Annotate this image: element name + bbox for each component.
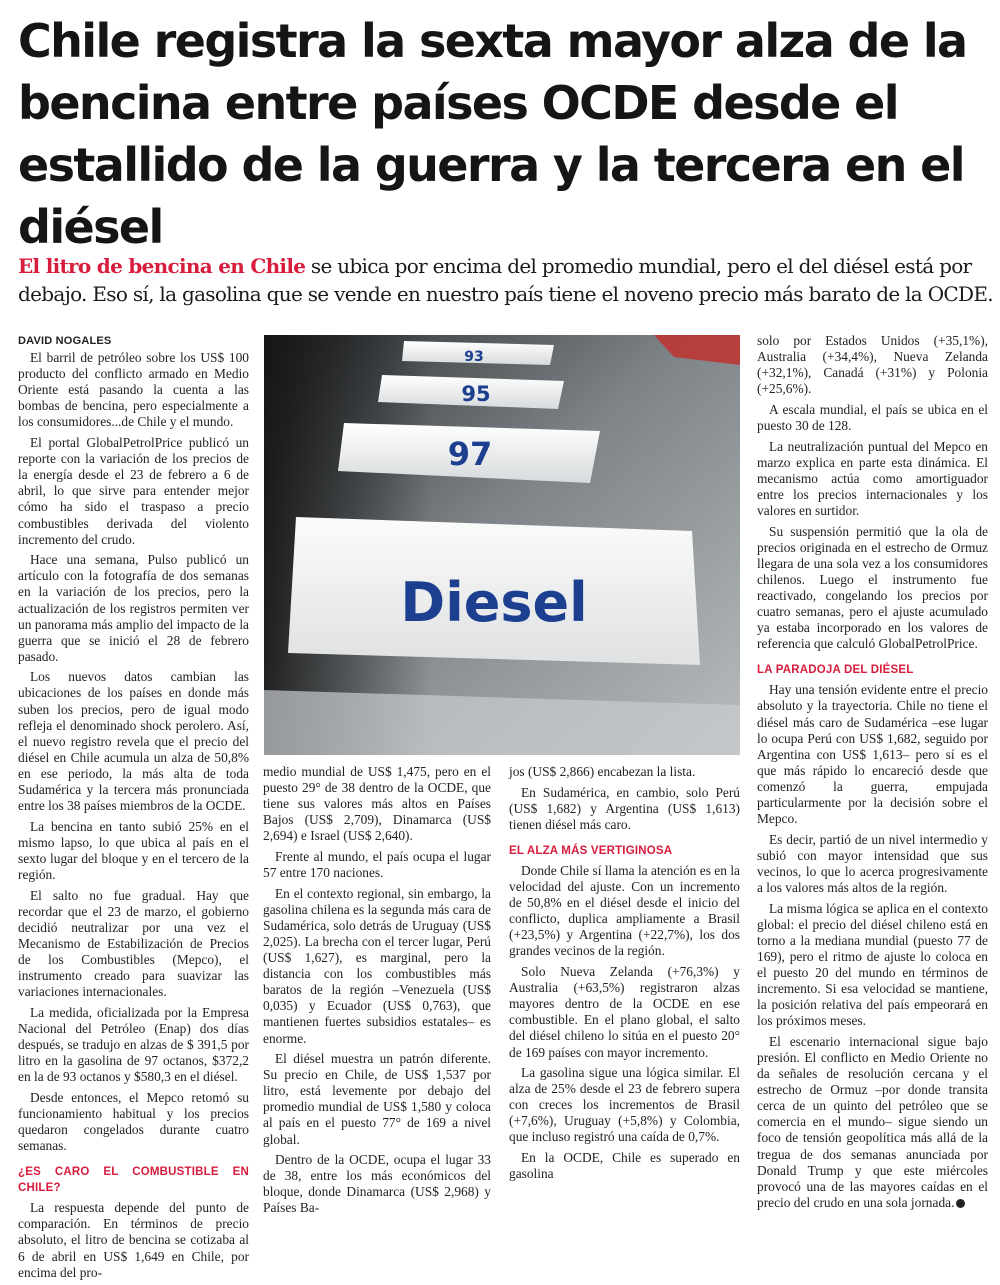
subhead-caro: ¿ES CARO EL COMBUSTIBLE EN CHILE?: [18, 1166, 249, 1195]
fuel-pump-illustration: [264, 335, 740, 755]
paragraph: El salto no fue gradual. Hay que recordar que el 23 de marzo, el gobierno decidió neutralizar por una vez el Mecanismo de Estabilización de Precios de los Combustibles (Mepco), el instrumento creado para suavizar las variaciones internacionales.: [18, 887, 249, 1000]
paragraph: Es decir, partió de un nivel intermedio y subió con mayor intensidad que sus vecinos, lo que lo acerca progresivamente a los valores más altos de la región.: [757, 831, 988, 895]
paragraph: Solo Nueva Zelanda (+76,3%) y Australia (+63,5%) registraron alzas mayores dentro de la OCDE en ese combustible. En el plano global, el salto del diésel chileno lo sitúa en el puesto 20° de 169 países con mayor incremento.: [509, 964, 740, 1060]
paragraph: Hace una semana, Pulso publicó un artículo con la fotografía de dos semanas en la variación de los precios, pero la actualización de los registros permiten ver un panorama más amplio del impacto de la guerra que se inició el 28 de febrero pasado.: [18, 552, 249, 664]
paragraph: En Sudamérica, en cambio, solo Perú (US$ 1,682) y Argentina (US$ 1,613) tienen diésel más caro.: [509, 784, 740, 832]
column-4: [757, 333, 988, 1215]
paragraph: La bencina en tanto subió 25% en el mismo lapso, lo que ubica al país en el sexto lugar del bloque y en el tercero de la región.: [18, 818, 249, 882]
subhead-paradoja: LA PARADOJA DEL DIÉSEL: [757, 664, 914, 677]
paragraph: Dentro de la OCDE, ocupa el lugar 33 de 38, entre los más económicos del bloque, donde Dinamarca (US$ 2,968) y Países Ba-: [263, 1152, 491, 1216]
paragraph: A escala mundial, el país se ubica en el puesto 30 de 128.: [757, 401, 988, 433]
paragraph-final-text: El escenario internacional sigue bajo presión. El conflicto en Medio Oriente no da señales de resolución cercana y el estrecho de Ormuz –por donde transita cerca de un quinto del petróleo que se comercia en el mundo– sigue siendo un foco de tensión geopolítica más allá de la tregua de dos semanas anunciada por Donald Trump y que este miércoles provocó una de las mayores caídas en el precio del crudo en una sola jornada.: [757, 1033, 988, 1210]
label-93: 93: [464, 349, 484, 365]
paragraph-final: [757, 1034, 988, 1211]
label-97: 97: [447, 435, 493, 473]
column-1: [18, 333, 249, 1285]
label-95: 95: [461, 382, 491, 406]
lead-text: se ubica por encima del promedio mundial, pero el del diésel está por debajo. Eso sí, la gasolina que se vende en nuestro país tiene el noveno precio más barato de la OCDE.: [18, 254, 993, 306]
lead: [18, 252, 993, 308]
paragraph: La neutralización puntual del Mepco en marzo explica en parte esta dinámica. El mecanismo actúa como amortiguador entre los precios internacionales y los valores en surtidor.: [757, 438, 988, 518]
paragraph: El portal GlobalPetrolPrice publicó un reporte con la variación de los precios de la energía desde el 23 de febrero a 6 de abril, lo que sirve para entender mejor cómo ha sido el traspaso a precio combustibles derivada del violento incremento del crudo.: [18, 435, 249, 547]
paragraph: La respuesta depende del punto de comparación. En términos de precio absoluto, el litro de bencina se cotizaba al 6 de abril en US$ 1,649 en Chile, por encima del pro-: [18, 1200, 249, 1280]
subhead-alza: EL ALZA MÁS VERTIGINOSA: [509, 844, 673, 857]
paragraph: La misma lógica se aplica en el contexto global: el precio del diésel chileno está en torno a la mediana mundial (puesto 77 de 169), pero el ritmo de ajuste lo coloca en el puesto 20 del mundo en términos de incremento. Si esa velocidad se mantiene, la posición relativa del país empeorará en los próximos meses.: [757, 900, 988, 1029]
paragraph: En el contexto regional, sin embargo, la gasolina chilena es la segunda más cara de Sudamérica, solo detrás de Uruguay (US$ 2,025). La brecha con el tercer lugar, Perú (US$ 1,627), es marginal, pero la distancia con los combustibles más baratos de la región –Venezuela (US$ 0,035) y Ecuador (US$ 0,763), que mantienen fuertes subsidios estatales– es enorme.: [263, 885, 491, 1046]
paragraph: La medida, oficializada por la Empresa Nacional del Petróleo (Enap) dos días después, se tradujo en alzas de $ 391,5 por litro en la gasolina de 97 octanos, $372,2 en la de 93 octanos y $580,3 en el diésel.: [18, 1004, 249, 1085]
paragraph: Su suspensión permitió que la ola de precios originada en el estrecho de Ormuz llegara de una sola vez a los consumidores chilenos. Luego el instrumento fue reactivado, congelando los precios por cuatro semanas, pero el ajuste acumulado ya estaba incorporado en los valores de referencia que calculó GlobalPetrolPrice.: [757, 523, 988, 652]
column-3: [509, 764, 740, 1187]
paragraph: Los nuevos datos cambian las ubicaciones de los países en donde más suben los precios, pero de igual modo refleja el denominado shock perolero. Así, el nuevo registro revela que el precio del diésel en Chile acumula un alza de 50,8% en ese periodo, la más alta de toda Sudamérica y la tercera más pronunciada entre los 38 países miembros de la OCDE.: [18, 669, 249, 814]
byline: DAVID NOGALES: [18, 335, 112, 347]
paragraph: La gasolina sigue una lógica similar. El alza de 25% desde el 23 de febrero supera con creces los incrementos de Brasil (+7,6%), Uruguay (+5,8%) y Colombia, que incluso registró una caída de 0,7%.: [509, 1065, 740, 1145]
label-diesel: Diesel: [400, 571, 588, 634]
fuel-pump-photo: [264, 335, 740, 755]
paragraph: El diésel muestra un patrón diferente. Su precio en Chile, de US$ 1,537 por litro, está levemente por debajo del promedio mundial de US$ 1,580 y coloca al país en el puesto 77° de 169 a nivel global.: [263, 1051, 491, 1147]
end-mark-icon: P: [956, 1199, 965, 1208]
column-2: [263, 764, 491, 1221]
paragraph: El barril de petróleo sobre los US$ 100 producto del conflicto armado en Medio Oriente está pasando la cuenta a las bombas de bencina, pero especialmente a los consumidores...de Chile y el mundo.: [18, 350, 249, 430]
paragraph: Hay una tensión evidente entre el precio absoluto y la trayectoria. Chile no tiene el diésel más caro de Sudamérica –ese lugar lo ocupa Perú con US$ 1,682, seguido por Argentina con US$ 1,613– pero sí es el que más rápido lo encareció desde que comenzó la guerra, empujada particularmente por la decisión sobre el Mepco.: [757, 682, 988, 827]
headline: Chile registra la sexta mayor alza de la bencina entre países OCDE desde el estallido de la guerra y la tercera en el diésel: [18, 14, 967, 254]
paragraph: En la OCDE, Chile es superado en gasolina: [509, 1150, 740, 1182]
paragraph: medio mundial de US$ 1,475, pero en el puesto 29° de 38 dentro de la OCDE, que tiene sus valores más altos en Países Bajos (US$ 2,709), Dinamarca (US$ 2,694) e Israel (US$ 2,640).: [263, 764, 491, 844]
paragraph: Desde entonces, el Mepco retomó su funcionamiento habitual y los precios quedaron congelados durante cuatro semanas.: [18, 1089, 249, 1153]
lead-highlight: El litro de bencina en Chile: [18, 254, 306, 278]
paragraph: Donde Chile sí llama la atención es en la velocidad del ajuste. Con un incremento de 50,8% en el diésel desde el inicio del conflicto, duplica ampliamente a Brasil (+23,5%) y Argentina (+22,7%), los dos grandes vecinos de la región.: [509, 862, 740, 959]
paragraph: jos (US$ 2,866) encabezan la lista.: [509, 764, 696, 779]
paragraph: Frente al mundo, el país ocupa el lugar 57 entre 170 naciones.: [263, 848, 491, 881]
paragraph: solo por Estados Unidos (+35,1%), Australia (+34,4%), Nueva Zelanda (+32,1%), Canadá (+31%) y Polonia (+25,6%).: [757, 333, 988, 397]
